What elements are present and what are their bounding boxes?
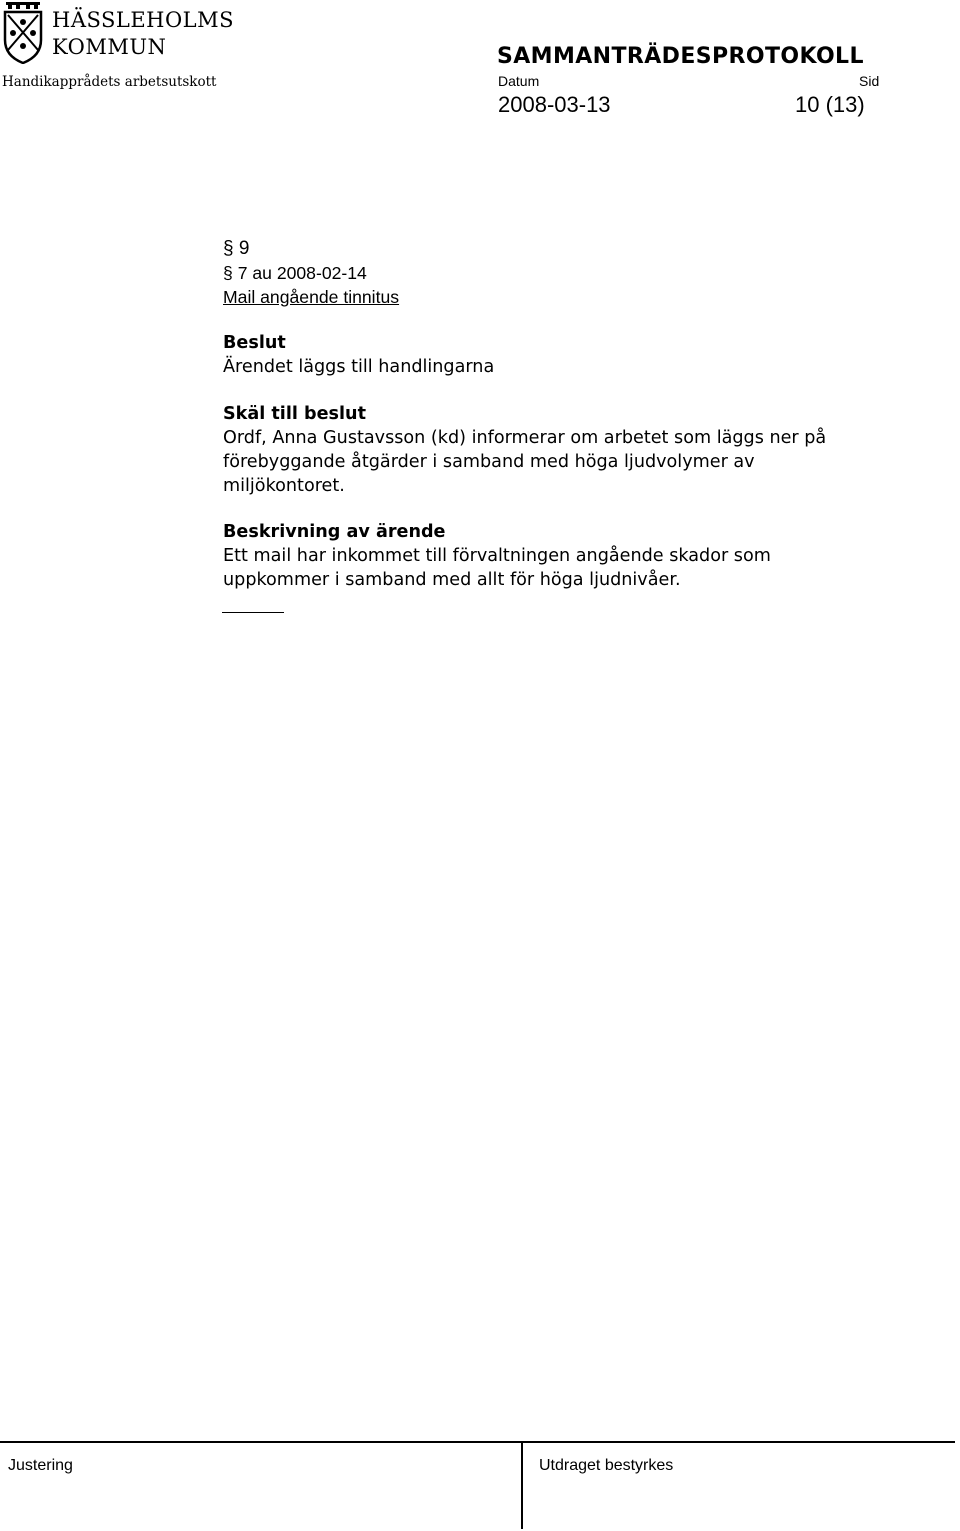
extract-certified-label: Utdraget bestyrkes — [539, 1457, 674, 1474]
reason-text-line3: miljökontoret. — [223, 476, 345, 496]
description-heading: Beskrivning av ärende — [223, 522, 446, 542]
reason-text-line1: Ordf, Anna Gustavsson (kd) informerar om arbetet som läggs ner på — [223, 428, 827, 448]
reference-text: 7 au 2008-02-14 — [237, 263, 367, 283]
date-label: Datum — [498, 73, 540, 89]
page-number: 10 (13) — [795, 92, 865, 117]
end-of-section-rule — [222, 612, 284, 613]
description-text-line2: uppkommer i samband med allt för höga ljudnivåer. — [223, 570, 681, 590]
footer-divider — [0, 1441, 955, 1443]
organization-name-line1: HÄSSLEHOLMS — [52, 8, 235, 32]
document-type-title: SAMMANTRÄDESPROTOKOLL — [497, 44, 864, 69]
section-symbol: § — [223, 238, 234, 259]
paragraph-number-value: 9 — [238, 238, 250, 259]
page-label: Sid — [859, 73, 880, 89]
description-text-line1: Ett mail har inkommet till förvaltningen angående skador som — [223, 546, 771, 566]
reference-section-symbol: § — [223, 263, 233, 283]
reason-text-line2: förebyggande åtgärder i samband med höga ljudvolymer av — [223, 452, 755, 472]
decision-text: Ärendet läggs till handlingarna — [223, 357, 495, 377]
paragraph-number — [223, 238, 249, 260]
paragraph-subject: Mail angående tinnitus — [223, 287, 400, 307]
adjustment-label: Justering — [8, 1457, 73, 1474]
decision-heading: Beslut — [223, 333, 286, 353]
meeting-date: 2008-03-13 — [498, 92, 611, 117]
municipal-crest-logo — [2, 2, 44, 64]
department-name: Handikapprådets arbetsutskott — [2, 74, 217, 90]
footer-column-divider — [521, 1441, 523, 1529]
paragraph-reference — [223, 263, 367, 284]
reason-heading: Skäl till beslut — [223, 404, 366, 424]
organization-name-line2: KOMMUN — [52, 35, 167, 59]
